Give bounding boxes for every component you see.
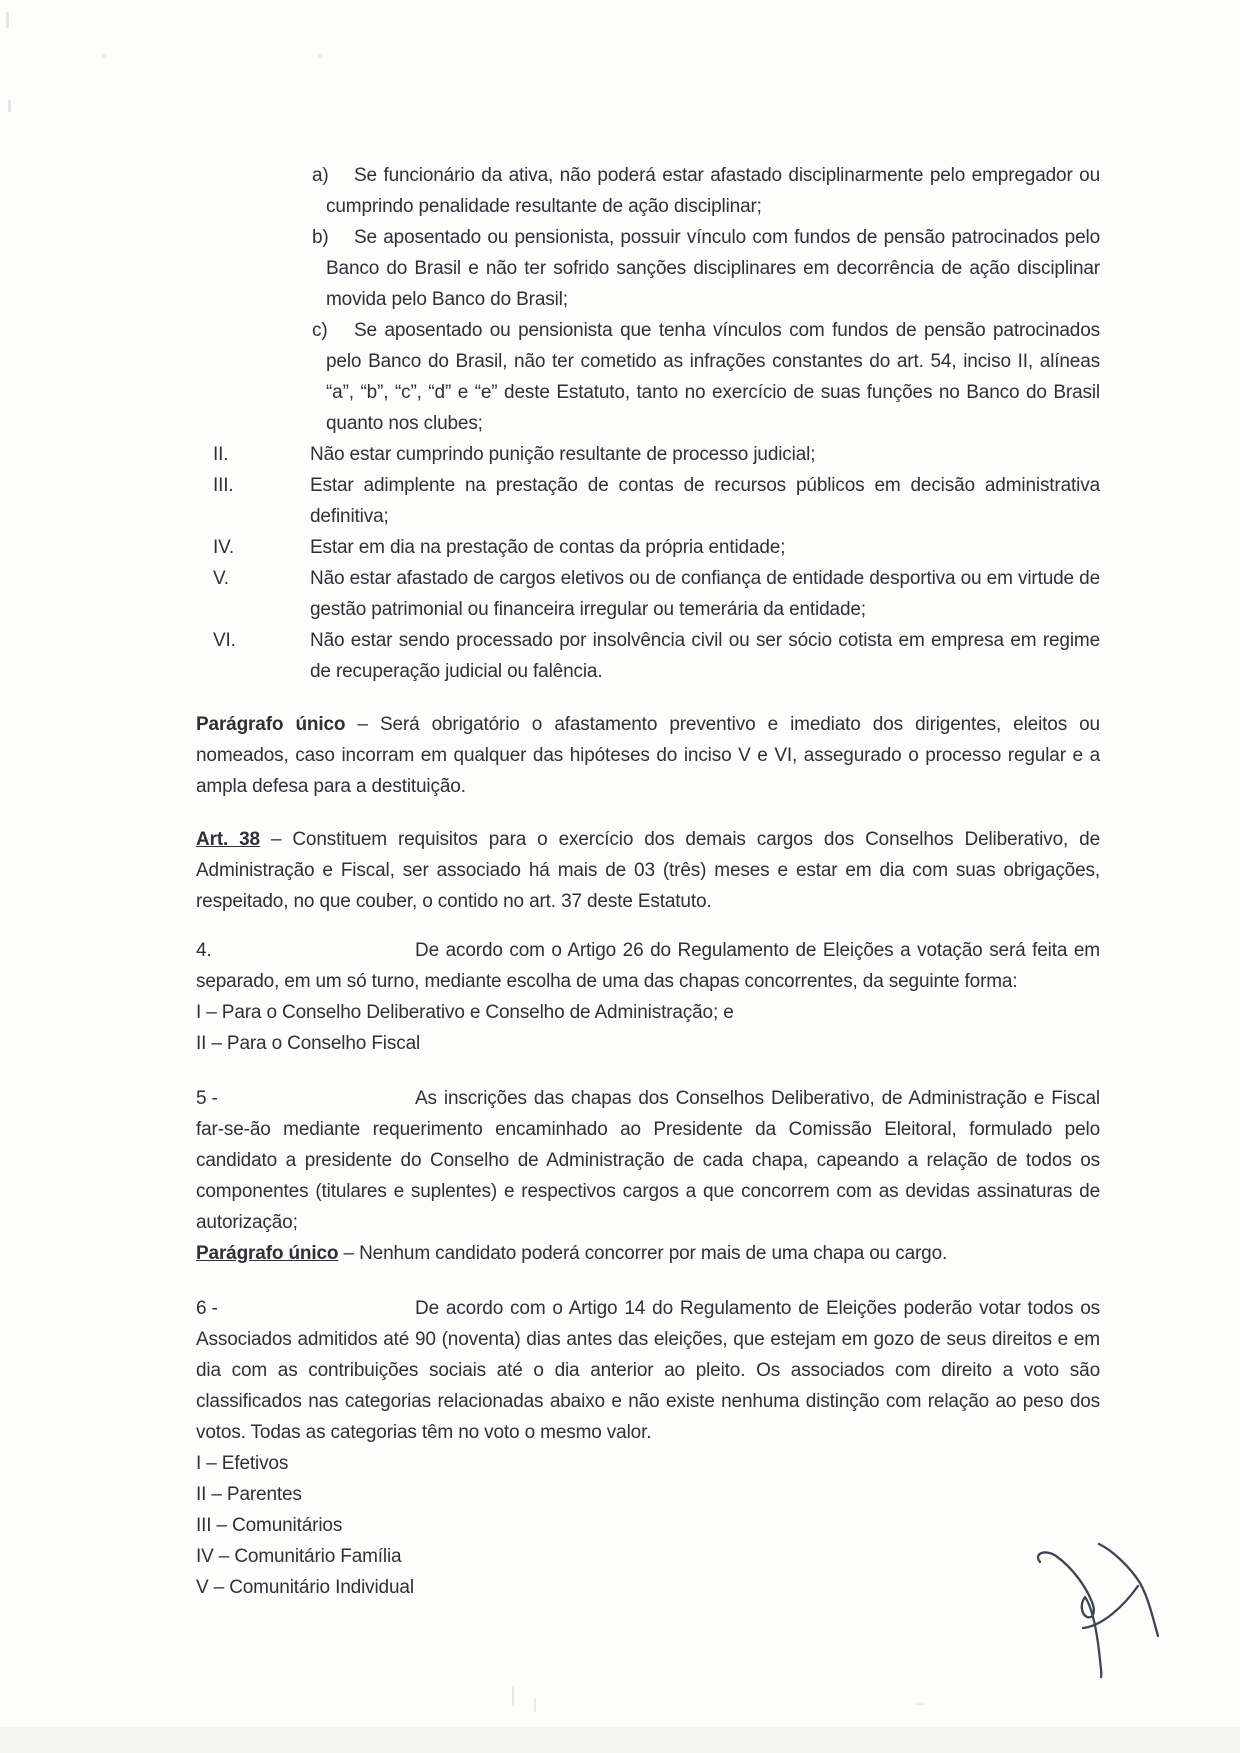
list-text-vi: Não estar sendo processado por insolvência civil ou ser sócio cotista em empresa em regime de recuperação judicial ou falência. <box>310 630 1100 682</box>
art-38-label: Art. 38 <box>196 829 260 850</box>
list-text-v: Não estar afastado de cargos eletivos ou de confiança de entidade desportiva ou em virtude de gestão patrimonial ou financeira irregular ou temerária da entidade; <box>310 568 1100 620</box>
paragrafo-unico-1-label: Parágrafo único <box>196 714 346 735</box>
list-text-iv: Estar em dia na prestação de contas da própria entidade; <box>310 537 786 558</box>
list-text-c: Se aposentado ou pensionista que tenha vínculos com fundos de pensão patrocinados pelo Banco do Brasil, não ter cometido as infrações constantes do art. 54, inciso II, alíneas “a”, “b”, “c”, “d” e “e” deste Estatuto, tanto no exercício de suas funções no Banco do Brasil quanto nos clubes; <box>326 320 1100 434</box>
list-marker-iii: III. <box>213 475 234 496</box>
list-item-ii <box>196 439 1100 470</box>
item-4-sub-2: II – Para o Conselho Fiscal <box>196 1033 421 1054</box>
item-6-sub-1: I – Efetivos <box>196 1453 289 1474</box>
list-item-iii <box>196 470 1100 532</box>
paragrafo-unico-2 <box>196 1238 1100 1269</box>
scan-speck <box>916 1702 924 1705</box>
scan-speck <box>512 1686 514 1706</box>
art-38-text: – Constituem requisitos para o exercício dos demais cargos dos Conselhos Deliberativo, de Administração e Fiscal, ser associado há mais de 03 (três) meses e estar em dia com suas obrigações, respeitado, no que couber, o contido no art. 37 deste Estatuto. <box>196 829 1100 912</box>
list-marker-c: c) <box>312 320 328 341</box>
paragrafo-unico-2-label: Parágrafo único <box>196 1243 339 1264</box>
list-marker-a: a) <box>312 165 329 186</box>
item-5-text: As inscrições das chapas dos Conselhos Deliberativo, de Administração e Fiscal far-se-ão mediante requerimento encaminhado ao Presidente da Comissão Eleitoral, formulado pelo candidato a presidente do Conselho de Administração de cada chapa, capeando a relação de todos os componentes (titulares e suplentes) e respectivos cargos a que concorrem com as devidas assinaturas de autorização; <box>196 1088 1100 1233</box>
item-4-paragraph <box>196 935 1100 997</box>
signature-scribble <box>880 1540 1240 1753</box>
paragrafo-unico-1 <box>196 709 1100 802</box>
list-item-v <box>196 563 1100 625</box>
item-4-number: 4. <box>196 940 212 961</box>
scan-speck <box>8 100 11 112</box>
item-5-paragraph <box>196 1083 1100 1238</box>
signature-strokes <box>1038 1544 1158 1677</box>
art-38-paragraph <box>196 824 1100 917</box>
item-6-paragraph <box>196 1293 1100 1448</box>
list-marker-iv: IV. <box>213 537 235 558</box>
list-item-iv <box>196 532 1100 563</box>
paragrafo-unico-2-text: – Nenhum candidato poderá concorrer por mais de uma chapa ou cargo. <box>338 1243 948 1264</box>
item-6-number: 6 - <box>196 1298 218 1319</box>
document-content <box>196 160 1100 1603</box>
item-6-sub-3: III – Comunitários <box>196 1515 343 1536</box>
list-marker-v: V. <box>213 568 229 589</box>
item-4-text: De acordo com o Artigo 26 do Regulamento de Eleições a votação será feita em separado, em um só turno, mediante escolha de uma das chapas concorrentes, da seguinte forma: <box>196 940 1100 992</box>
scan-speck <box>534 1698 536 1712</box>
list-marker-vi: VI. <box>213 630 236 651</box>
item-6-sub-5: V – Comunitário Individual <box>196 1577 414 1598</box>
list-marker-ii: II. <box>213 444 229 465</box>
list-item-c <box>312 315 1100 439</box>
paragrafo-unico-1-text: – Será obrigatório o afastamento preventivo e imediato dos dirigentes, eleitos ou nomeados, caso incorram em qualquer das hipóteses do inciso V e VI, assegurado o processo regular e a ampla defesa para a destituição. <box>196 714 1100 797</box>
item-4-block <box>196 935 1100 1059</box>
item-6-sub-4: IV – Comunitário Família <box>196 1546 402 1567</box>
list-marker-b: b) <box>312 227 329 248</box>
list-text-iii: Estar adimplente na prestação de contas de recursos públicos em decisão administrativa definitiva; <box>310 475 1100 527</box>
item-4-sub-1: I – Para o Conselho Deliberativo e Conselho de Administração; e <box>196 1002 734 1023</box>
list-text-b: Se aposentado ou pensionista, possuir vínculo com fundos de pensão patrocinados pelo Banco do Brasil e não ter sofrido sanções disciplinares em decorrência de ação disciplinar movida pelo Banco do Brasil; <box>326 227 1100 310</box>
item-5-block <box>196 1083 1100 1269</box>
scan-speck <box>6 12 9 28</box>
list-text-ii: Não estar cumprindo punição resultante de processo judicial; <box>310 444 816 465</box>
item-5-number: 5 - <box>196 1088 218 1109</box>
item-6-text: De acordo com o Artigo 14 do Regulamento de Eleições poderão votar todos os Associados admitidos até 90 (noventa) dias antes das eleições, que estejam em gozo de seus direitos e em dia com as contribuições sociais até o dia anterior ao pleito. Os associados com direito a voto são classificados nas categorias relacionadas abaixo e não existe nenhuma distinção com relação ao peso dos votos. Todas as categorias têm no voto o mesmo valor. <box>196 1298 1100 1443</box>
list-item-b <box>312 222 1100 315</box>
list-text-a: Se funcionário da ativa, não poderá estar afastado disciplinarmente pelo empregador ou cumprindo penalidade resultante de ação disciplinar; <box>326 165 1100 217</box>
item-6-sub-2: II – Parentes <box>196 1484 302 1505</box>
list-item-a <box>312 160 1100 222</box>
scan-speck <box>102 54 107 58</box>
scan-edge-band <box>0 1727 1240 1753</box>
list-item-vi <box>196 625 1100 687</box>
scan-speck <box>318 54 323 58</box>
